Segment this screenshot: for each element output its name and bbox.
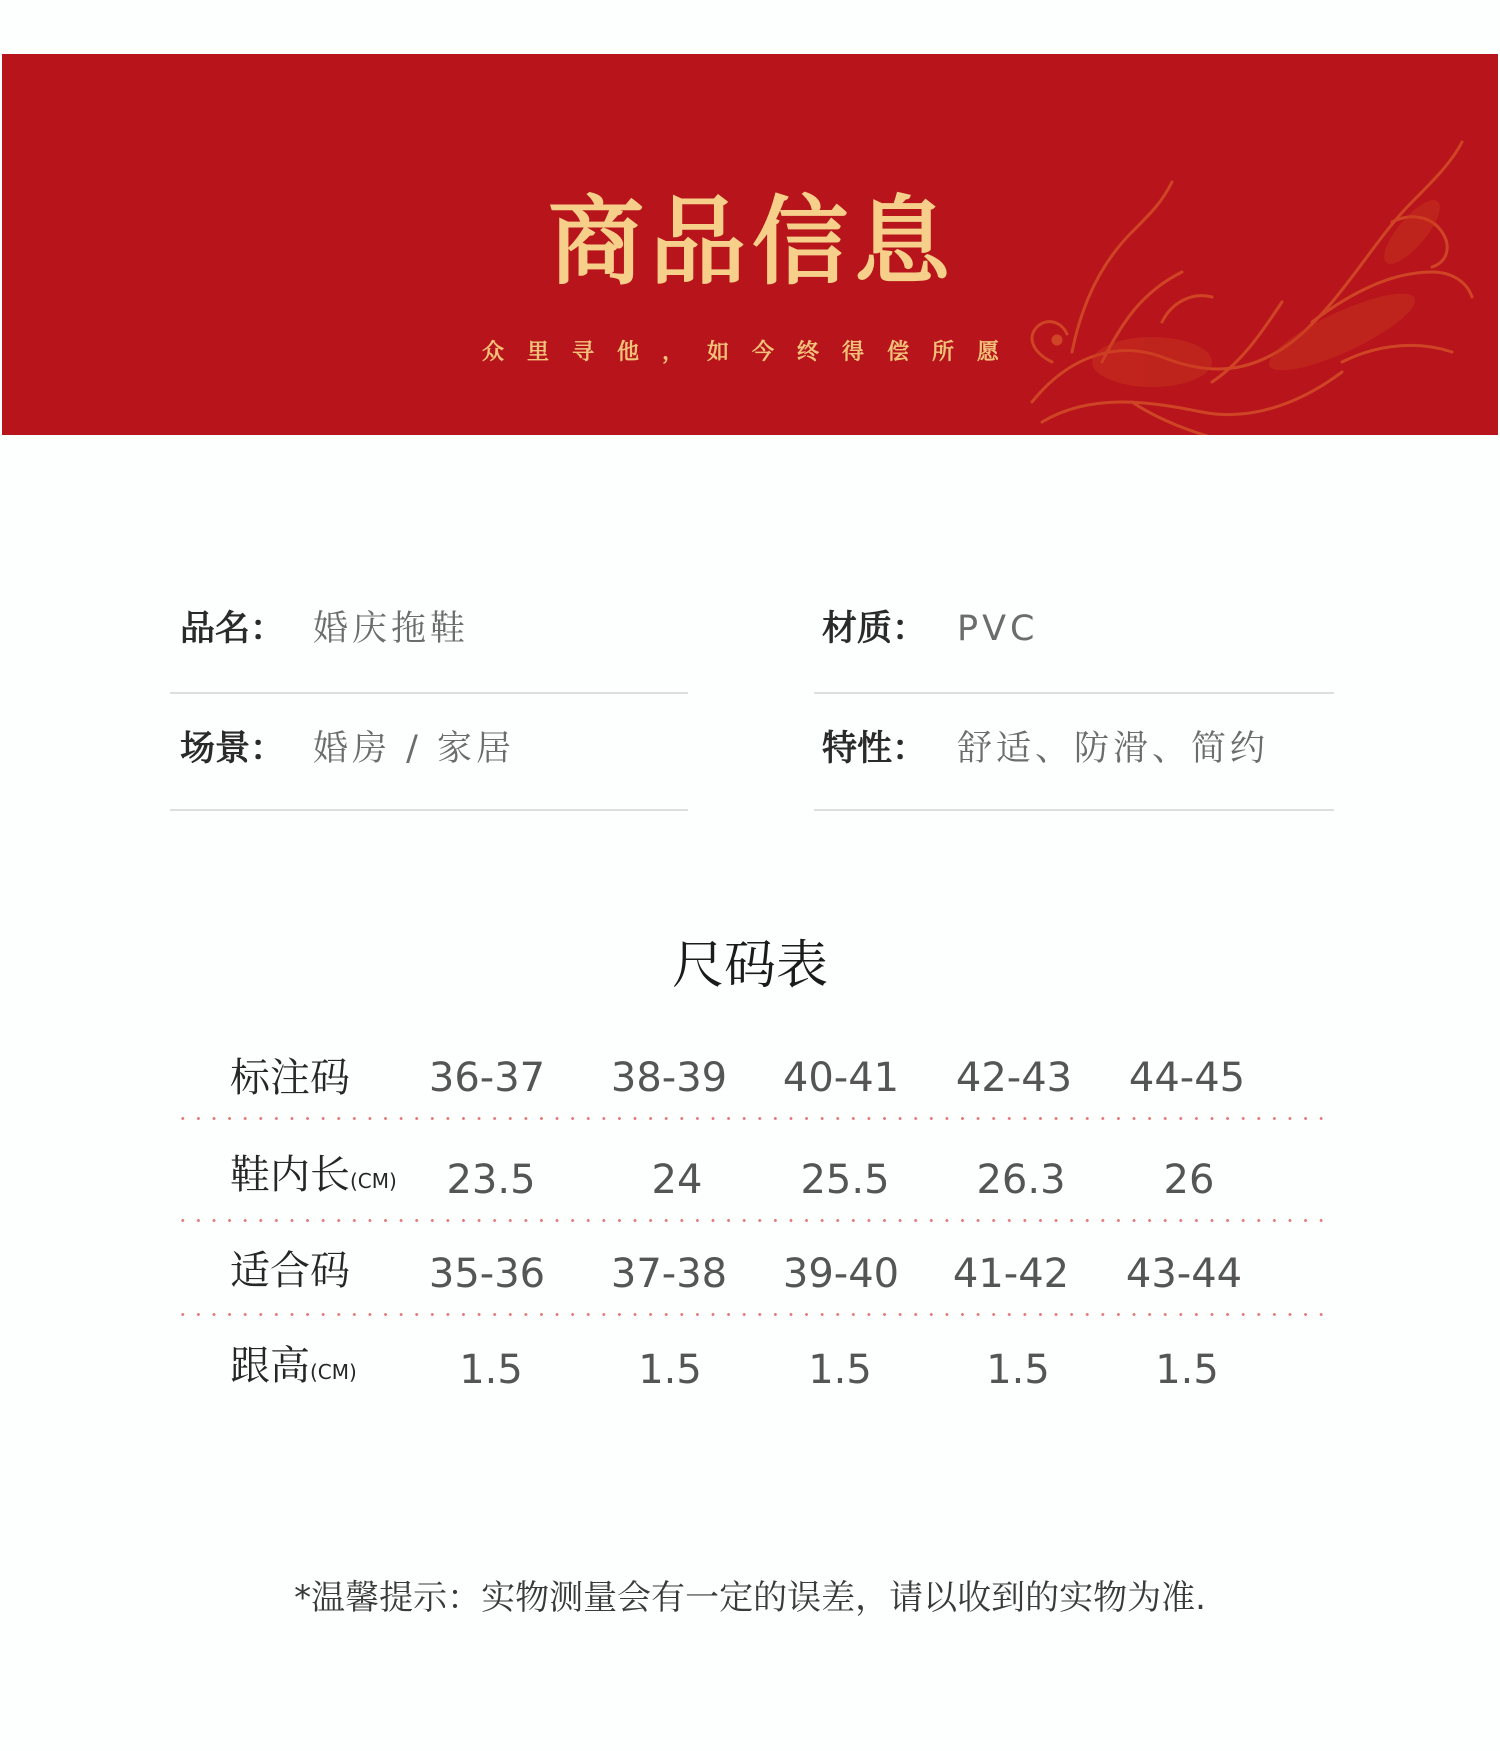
table-cell: 38-39: [610, 1055, 728, 1101]
dotted-divider: [175, 1117, 1327, 1120]
table-cell: 1.5: [808, 1347, 872, 1393]
row-label-heel-height: 跟高(CM): [230, 1343, 357, 1389]
dotted-divider: [175, 1313, 1327, 1316]
info-value-material: PVC: [957, 609, 1039, 649]
table-cell: 25.5: [800, 1157, 890, 1203]
table-cell: 26: [1163, 1157, 1215, 1203]
table-cell: 43-44: [1125, 1251, 1243, 1297]
table-cell: 41-42: [952, 1251, 1070, 1297]
info-label-scene: 场景：: [180, 729, 286, 769]
table-cell: 24: [651, 1157, 703, 1203]
banner-subtitle: 众里寻他，如今终得偿所愿: [481, 340, 1022, 365]
row-label-inner-length: 鞋内长(CM): [230, 1152, 397, 1198]
table-cell: 23.5: [446, 1157, 536, 1203]
table-cell: 35-36: [428, 1251, 546, 1297]
header-banner: [2, 54, 1498, 435]
info-label-material: 材质：: [822, 609, 928, 649]
disclaimer-note: *温馨提示：实物测量会有一定的误差，请以收到的实物为准.: [294, 1578, 1206, 1618]
info-label-feature: 特性：: [822, 729, 928, 769]
banner-title: 商品信息: [548, 186, 956, 298]
table-cell: 44-45: [1128, 1055, 1246, 1101]
divider: [814, 809, 1334, 811]
divider: [814, 692, 1334, 694]
row-label-fit-size: 适合码: [230, 1248, 350, 1294]
info-value-name: 婚庆拖鞋: [313, 609, 470, 649]
divider: [170, 809, 688, 811]
table-cell: 1.5: [459, 1347, 523, 1393]
info-label-name: 品名：: [180, 609, 286, 649]
table-cell: 26.3: [976, 1157, 1066, 1203]
table-cell: 40-41: [782, 1055, 900, 1101]
table-cell: 42-43: [955, 1055, 1073, 1101]
info-value-feature: 舒适、防滑、简约: [957, 729, 1270, 769]
table-cell: 39-40: [782, 1251, 900, 1297]
row-label-marked-size: 标注码: [230, 1055, 350, 1101]
divider: [170, 692, 688, 694]
table-cell: 1.5: [1155, 1347, 1219, 1393]
table-cell: 1.5: [986, 1347, 1050, 1393]
size-table-title: 尺码表: [671, 936, 828, 996]
info-value-scene: 婚房 / 家居: [313, 729, 516, 769]
table-cell: 37-38: [610, 1251, 728, 1297]
table-cell: 36-37: [428, 1055, 546, 1101]
table-cell: 1.5: [638, 1347, 702, 1393]
dotted-divider: [175, 1219, 1327, 1222]
